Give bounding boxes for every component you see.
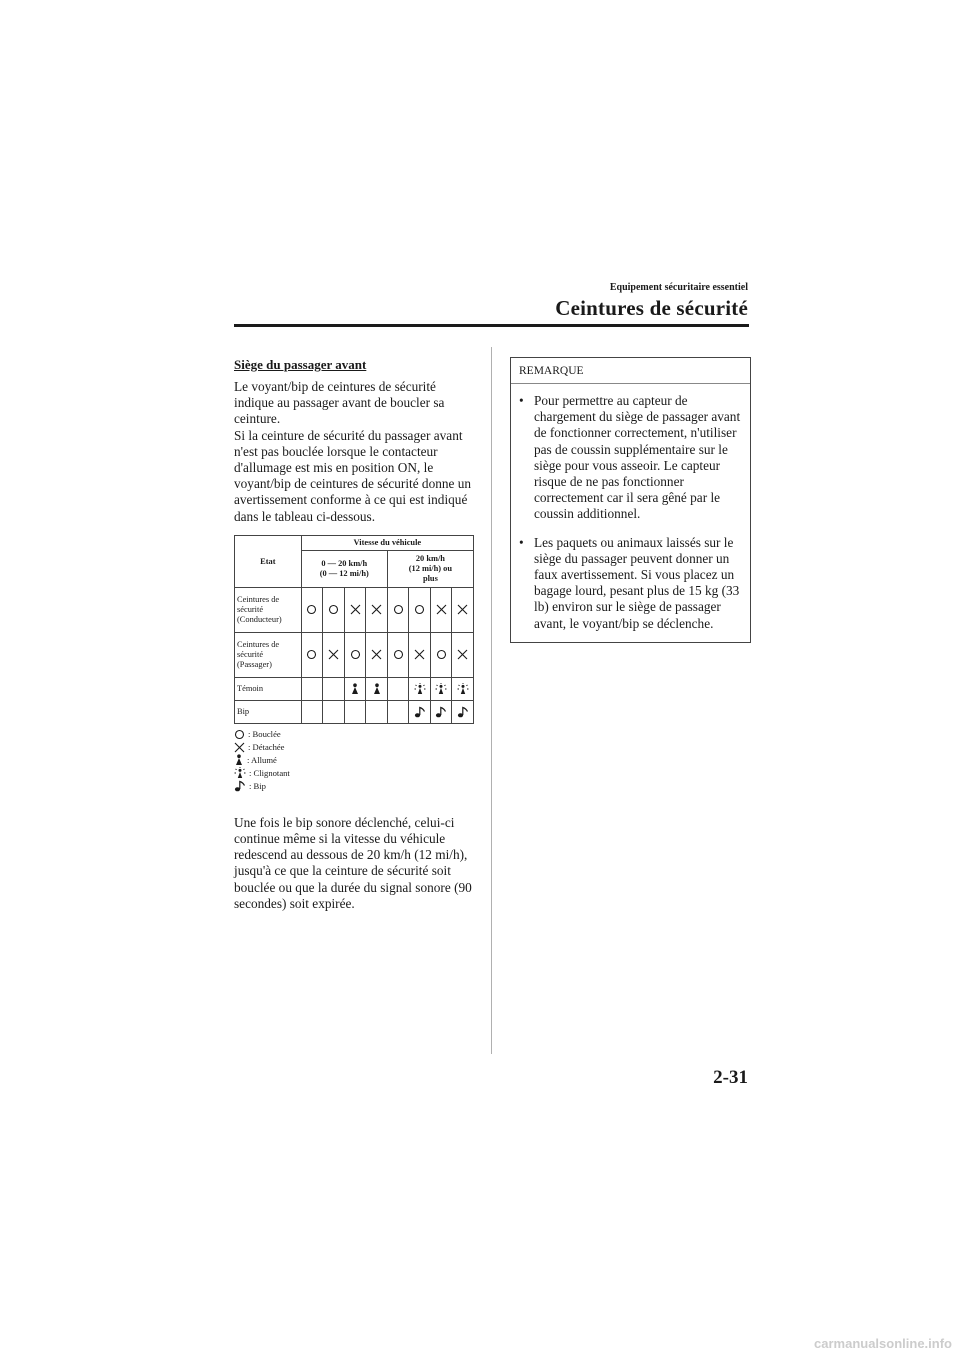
column-divider [491,347,492,1054]
table-cell [409,632,431,677]
table-cell [387,587,409,632]
note-item-text: Les paquets ou animaux laissés sur le siège du passager peuvent donner un faux avertissement. Si vous placez un bagage lourd, pesant plus de 15 kg (33 lb) environ sur le siège de passager avant, le voyant/bip se déclenche. [534,534,740,631]
buckled-icon [234,729,248,740]
table-cell [366,632,388,677]
table-cell [430,700,452,723]
table-cell [301,677,323,700]
legend-buckled [234,728,474,741]
table-cell [366,700,388,723]
row-label-line: (Conducteur) [237,614,282,624]
row-label [235,700,302,723]
lamp-flash-icon [452,683,473,695]
legend [234,728,474,793]
buckled-icon [323,604,344,615]
table-cell [452,632,474,677]
unbuckled-icon [431,604,452,615]
speed-high-line1: 20 km/h [415,554,445,564]
legend-unbuckled [234,741,474,754]
row-label-line: Bip [237,707,250,717]
unbuckled-icon [345,604,366,615]
beep-icon [431,706,452,718]
legend-unbuckled-label: : Détachée [248,741,285,752]
speed-low-line1: 0 — 20 km/h [321,559,368,569]
legend-beep [234,780,474,793]
intro-paragraph: Le voyant/bip de ceintures de sécurité indique au passager avant de boucler sa ceinture. [234,379,445,427]
table-cell [430,677,452,700]
unbuckled-icon [234,742,248,753]
speed-high-line2: (12 mi/h) ou [408,564,453,574]
unbuckled-icon [366,649,387,660]
speed-low-header [301,550,387,587]
section-subtitle: Equipement sécuritaire essentiel [609,282,748,293]
unbuckled-icon [366,604,387,615]
buckled-icon [345,649,366,660]
buckled-icon [409,604,430,615]
table-row [235,632,474,677]
table-cell [366,677,388,700]
table-cell [409,587,431,632]
lamp-flash-icon [409,683,430,695]
lamp-on-icon [234,754,247,766]
unbuckled-icon [409,649,430,660]
legend-flash-label: : Clignotant [249,767,290,778]
table-cell [387,632,409,677]
table-cell [344,700,366,723]
row-label-line: Témoin [237,684,264,694]
row-label-line: (Passager) [237,659,272,669]
header-rule [234,324,749,327]
lamp-on-icon [366,683,387,695]
legend-buckled-label: : Bouclée [248,728,281,739]
speed-high-header [387,550,473,587]
legend-on [234,754,474,767]
buckled-icon [302,649,323,660]
legend-flash [234,767,474,780]
table-cell [323,587,345,632]
table-cell [430,587,452,632]
table-cell [344,677,366,700]
page-title: Ceintures de sécurité [555,296,748,320]
lamp-on-icon [345,683,366,695]
table-cell [452,700,474,723]
table-cell [452,677,474,700]
table-cell [301,700,323,723]
table-row [235,700,474,723]
table-cell [323,700,345,723]
row-label [235,632,302,677]
table-cell [323,632,345,677]
buckled-icon [388,604,409,615]
table-row [235,587,474,632]
beep-icon [234,780,249,792]
unbuckled-icon [452,604,473,615]
bullet-icon: • [519,534,524,550]
buckled-icon [431,649,452,660]
buckled-icon [302,604,323,615]
row-label-line: Ceintures de [237,640,280,650]
vitesse-header: Vitesse du véhicule [301,535,473,550]
row-label-line: Ceintures de [237,595,280,605]
unbuckled-icon [452,649,473,660]
note-list [511,384,750,642]
etat-header: Etat [235,535,302,587]
speed-high-line3: plus [422,573,438,583]
table-cell [344,632,366,677]
speed-low-line2: (0 — 12 mi/h) [319,568,369,578]
unbuckled-icon [323,649,344,660]
note-item [519,535,746,632]
bullet-icon: • [519,393,524,408]
table-cell [452,587,474,632]
table-cell [387,700,409,723]
table-cell [323,677,345,700]
table-cell [409,677,431,700]
lamp-flash-icon [234,767,249,779]
legend-beep-label: : Bip [249,780,266,791]
note-box [510,357,751,643]
table-cell [430,632,452,677]
note-item [519,393,746,523]
left-column [234,357,474,912]
table-cell [366,587,388,632]
table-cell [301,632,323,677]
table-cell [301,587,323,632]
table-cell [344,587,366,632]
row-label [235,677,302,700]
condition-paragraph: Si la ceinture de sécurité du passager avant n'est pas bouclée lorsque le contacteur d'allumage est mis en position ON, le voyant/bip de ceintures de sécurité donne un avertissement conforme à ce qui est indiqué dans le tableau ci-dessous. [234,427,472,524]
table-cell [409,700,431,723]
buckled-icon [388,649,409,660]
page-number: 2-31 [713,1067,748,1088]
row-label-line: sécurité [237,650,264,660]
beep-icon [452,706,473,718]
legend-on-label: : Allumé [247,754,277,765]
section-heading: Siège du passager avant [234,357,367,372]
table-row [235,677,474,700]
row-label [235,587,302,632]
note-title: REMARQUE [511,358,750,384]
row-label-line: sécurité [237,605,264,615]
closing-paragraph: Une fois le bip sonore déclenché, celui-ci continue même si la vitesse du véhicule redescend au dessous de 20 km/h (12 mi/h), jusqu'à ce que la ceinture de sécurité soit bouclée ou que la durée du signal sonore (90 secondes) soit expirée. [234,814,472,911]
beep-icon [409,706,430,718]
note-item-text: Pour permettre au capteur de chargement du siège de passager avant de fonctionner correctement, n'utiliser pas de coussin supplémentaire sur le siège pour vous asseoir. Le capteur risque de ne pas fonctionner correctement car il sera gêné par le coussin additionnel. [534,393,741,522]
warning-table [234,535,474,724]
watermark: carmanualsonline.info [814,1336,952,1351]
lamp-flash-icon [431,683,452,695]
table-cell [387,677,409,700]
